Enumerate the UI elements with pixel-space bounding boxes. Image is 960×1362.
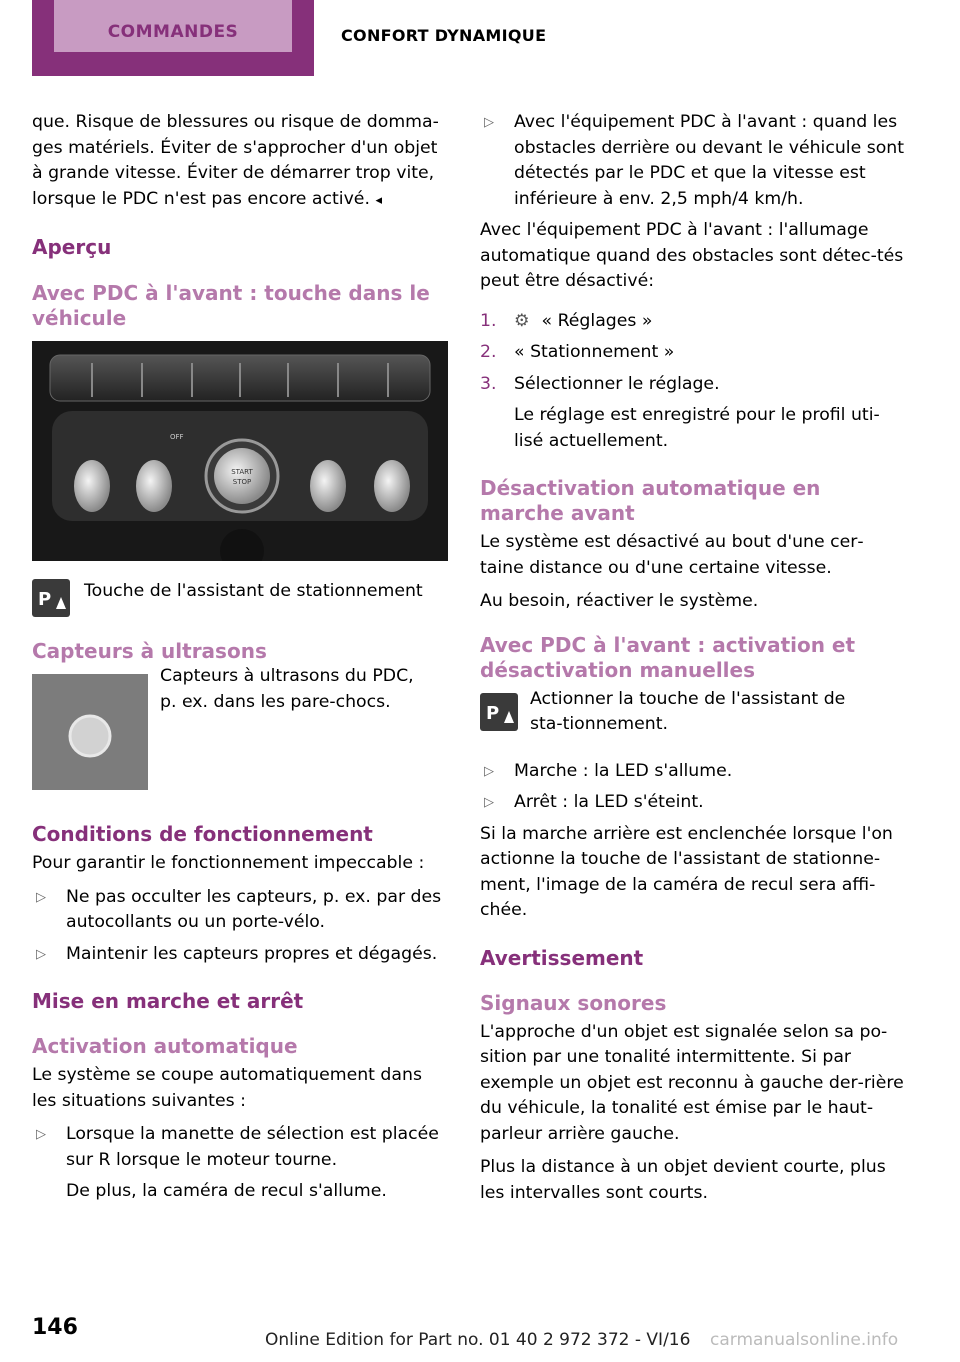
list-item-text: Avec l'équipement PDC à l'avant : quand les obstacles derrière ou devant le véhicule sont détectés par le PDC et que la vitesse est inférieure à env. 2,5 mph/4 km/h. (514, 112, 905, 209)
left-column (32, 110, 448, 1211)
step-item (480, 340, 906, 366)
list-item (32, 942, 448, 968)
heading-apercu: Aperçu (32, 235, 112, 259)
parking-assist-glyph (32, 579, 70, 617)
console-illustration (32, 341, 448, 561)
touche-row (32, 579, 448, 619)
svg-text:P: P (486, 702, 500, 724)
auto-off-text: Avec l'équipement PDC à l'avant : l'allumage automatique quand des obstacles sont détec‐tés peut être désactivé: (480, 220, 904, 291)
capteurs-text: Capteurs à ultrasons du PDC, p. ex. dans les pare-chocs. (160, 666, 414, 712)
step-number: 1. (480, 310, 497, 331)
bullet-icon: ▷ (36, 1127, 46, 1142)
bullet-icon: ▷ (484, 763, 494, 779)
list-item (32, 885, 448, 936)
list-item (480, 759, 906, 785)
manuel-row (480, 688, 906, 749)
step-number: 3. (480, 373, 497, 394)
bullet-icon: ▷ (484, 795, 494, 810)
heading-touche: Avec PDC à l'avant : touche dans le véhicule (32, 281, 430, 330)
list-item-text: Marche : la LED s'allume. (514, 760, 733, 781)
header-tab-label: COMMANDES (107, 22, 239, 42)
heading-mise: Mise en marche et arrêt (32, 989, 304, 1013)
header-section-title: CONFORT DYNAMIQUE (341, 26, 547, 45)
activation-sub: De plus, la caméra de recul s'allume. (66, 1181, 387, 1201)
start-label: START (231, 468, 253, 476)
bullet-icon: ▷ (36, 889, 46, 905)
parking-assist-glyph (480, 693, 518, 731)
intro-paragraph (32, 110, 448, 213)
stop-label: STOP (232, 478, 252, 486)
desact-paragraph-2: Au besoin, réactiver le système. (480, 591, 759, 611)
manuel-text: Actionner la touche de l'assistant de sta‐tionnement. (530, 688, 846, 734)
step-item (480, 372, 906, 398)
step-text: Sélectionner le réglage. (514, 373, 720, 394)
list-item-text: Ne pas occulter les capteurs, p. ex. par des autocollants ou un porte-vélo. (66, 886, 442, 932)
svg-text:P: P (38, 589, 52, 610)
step3-sub: Le réglage est enregistré pour le profil uti‐lisé actuellement. (514, 405, 880, 451)
header-tab-active (32, 0, 314, 76)
heading-capteurs: Capteurs à ultrasons (32, 639, 267, 663)
heading-desactivation: Désactivation automatique en marche avant (480, 476, 821, 525)
end-mark-icon: ◂ (375, 192, 382, 208)
bullet-icon: ▷ (36, 946, 46, 962)
list-item (480, 790, 906, 816)
capteurs-row (32, 666, 448, 792)
sensor-illustration (32, 674, 148, 790)
list-item-text: Lorsque la manette de sélection est placée sur R lorsque le moteur tourne. (66, 1124, 439, 1170)
step-text: « Réglages » (541, 310, 653, 331)
console-photo (32, 341, 448, 561)
heading-activation: Activation automatique (32, 1034, 298, 1058)
conditions-intro: Pour garantir le fonctionnement impeccable : (32, 853, 425, 873)
off-label: OFF (170, 433, 184, 441)
list-item-text: Maintenir les capteurs propres et dégagés. (66, 943, 438, 964)
edition-info: Online Edition for Part no. 01 40 2 972 372 - VI/16 (265, 1330, 691, 1350)
intro-text: que. Risque de blessures ou risque de domma‐ges matériels. Éviter de s'approcher d'un objet à grande vitesse. Éviter de démarrer trop vite, lorsque le PDC n'est pas encore activé. (32, 112, 439, 209)
parking-assist-icon (480, 693, 518, 731)
watermark-site: carmanualsonline.info (710, 1330, 899, 1350)
step-text: « Stationnement » (514, 342, 675, 362)
step-item (480, 309, 906, 335)
touche-caption: Touche de l'assistant de stationnement (84, 581, 423, 601)
signaux-paragraph-2: Plus la distance à un objet devient courte, plus les intervalles sont courts. (480, 1157, 886, 1203)
parking-assist-icon (32, 579, 70, 617)
activation-intro: Le système se coupe automatiquement dans les situations suivantes : (32, 1065, 422, 1111)
heading-manuel: Avec PDC à l'avant : activation et désactivation manuelles (480, 632, 856, 682)
heading-avertissement: Avertissement (480, 945, 644, 970)
list-item (480, 110, 906, 212)
bullet-icon: ▷ (484, 115, 494, 130)
heading-conditions: Conditions de fonctionnement (32, 822, 373, 846)
list-item-text: Arrêt : la LED s'éteint. (514, 792, 704, 812)
sensor-photo (32, 674, 148, 790)
settings-gear-icon: ⚙ (514, 310, 530, 331)
step-number: 2. (480, 342, 497, 362)
signaux-paragraph-1: L'approche d'un objet est signalée selon sa po‐sition par une tonalité intermittente. Si par exemple un objet est reconnu à gauche der‐rière du véhicule, la tonalité est émise par le haut-parleur arrière gauche. (480, 1021, 904, 1144)
list-item (32, 1122, 448, 1173)
right-column (480, 110, 906, 1214)
desact-paragraph-1: Le système est désactivé au bout d'une cer‐taine distance ou d'une certaine vitesse. (480, 532, 864, 578)
header-tab-highlight (54, 0, 292, 52)
page-number: 146 (32, 1315, 78, 1340)
heading-signaux: Signaux sonores (480, 990, 667, 1015)
marche-arriere-text: Si la marche arrière est enclenchée lorsque l'on actionne la touche de l'assistant de stationne‐ment, l'image de la caméra de recul sera affi‐chée. (480, 823, 893, 920)
